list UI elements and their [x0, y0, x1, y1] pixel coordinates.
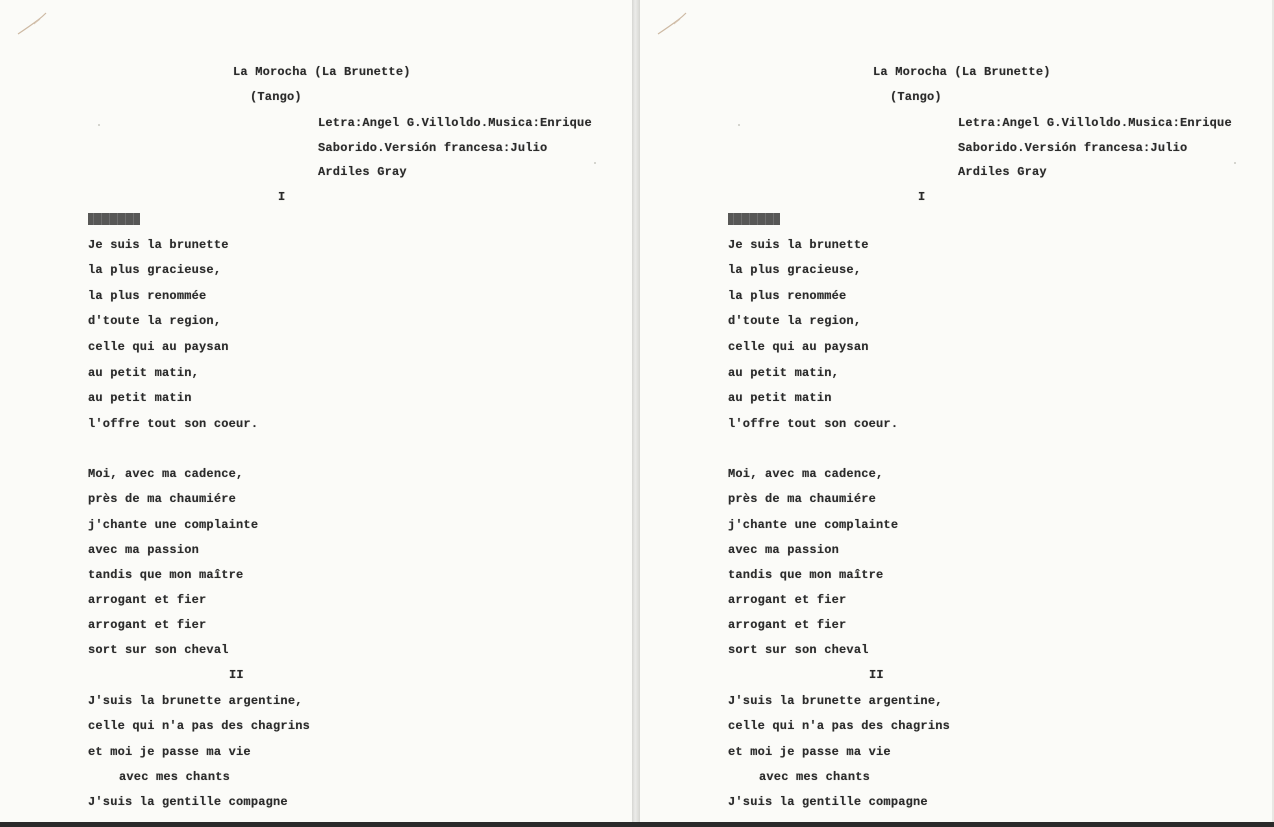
verse-line: arrogant et fier	[728, 618, 847, 632]
verse-line: celle qui n'a pas des chagrins	[728, 719, 951, 733]
struck-out-text	[728, 213, 780, 225]
section-number: I	[918, 190, 926, 204]
section-number: II	[229, 668, 244, 682]
credits-line: Saborido.Versión francesa:Julio	[318, 141, 548, 155]
paper-speck	[98, 124, 100, 126]
verse-line: Moi, avec ma cadence,	[728, 467, 884, 481]
section-number: I	[278, 190, 286, 204]
verse-line: tandis que mon maître	[728, 568, 884, 582]
verse-line: au petit matin	[88, 391, 192, 405]
verse-line: celle qui au paysan	[728, 340, 869, 354]
verse-line: d'toute la region,	[88, 314, 222, 328]
verse-line: Moi, avec ma cadence,	[88, 467, 244, 481]
verse-line: Je suis la brunette	[88, 238, 229, 252]
page-left	[0, 0, 632, 822]
verse-line: J'suis la gentille compagne	[728, 795, 928, 809]
page-right	[640, 0, 1272, 822]
verse-line: Je suis la brunette	[728, 238, 869, 252]
verse-line: l'offre tout son coeur.	[728, 417, 899, 431]
verse-line: sort sur son cheval	[728, 643, 869, 657]
verse-line: au petit matin,	[728, 366, 840, 380]
verse-line: arrogant et fier	[88, 618, 207, 632]
verse-line: la plus gracieuse,	[88, 263, 222, 277]
verse-line: au petit matin	[728, 391, 832, 405]
section-number: II	[869, 668, 884, 682]
verse-line: au petit matin,	[88, 366, 200, 380]
verse-line: la plus gracieuse,	[728, 263, 862, 277]
verse-line: j'chante une complainte	[728, 518, 899, 532]
verse-line: avec mes chants	[759, 770, 871, 784]
credits-line: Ardiles Gray	[958, 165, 1047, 179]
verse-line: avec ma passion	[728, 543, 840, 557]
pencil-mark-icon	[16, 10, 50, 36]
verse-line: la plus renommée	[728, 289, 847, 303]
verse-line: et moi je passe ma vie	[728, 745, 891, 759]
verse-line: celle qui n'a pas des chagrins	[88, 719, 311, 733]
verse-line: j'chante une complainte	[88, 518, 259, 532]
credits-line: Saborido.Versión francesa:Julio	[958, 141, 1188, 155]
song-genre: (Tango)	[250, 90, 302, 104]
paper-speck	[594, 162, 596, 164]
verse-line: d'toute la region,	[728, 314, 862, 328]
verse-line: celle qui au paysan	[88, 340, 229, 354]
verse-line: arrogant et fier	[728, 593, 847, 607]
page-gutter	[632, 0, 640, 827]
verse-line: J'suis la gentille compagne	[88, 795, 288, 809]
song-genre: (Tango)	[890, 90, 942, 104]
paper-speck	[1234, 162, 1236, 164]
song-title: La Morocha (La Brunette)	[233, 65, 411, 79]
verse-line: J'suis la brunette argentine,	[728, 694, 943, 708]
verse-line: la plus renommée	[88, 289, 207, 303]
verse-line: sort sur son cheval	[88, 643, 229, 657]
verse-line: près de ma chaumiére	[728, 492, 877, 506]
verse-line: avec ma passion	[88, 543, 200, 557]
song-title: La Morocha (La Brunette)	[873, 65, 1051, 79]
pencil-mark-icon	[656, 10, 690, 36]
credits-line: Letra:Angel G.Villoldo.Musica:Enrique	[318, 116, 592, 130]
verse-line: J'suis la brunette argentine,	[88, 694, 303, 708]
paper-speck	[738, 124, 740, 126]
verse-line: l'offre tout son coeur.	[88, 417, 259, 431]
verse-line: et moi je passe ma vie	[88, 745, 251, 759]
credits-line: Letra:Angel G.Villoldo.Musica:Enrique	[958, 116, 1232, 130]
struck-out-text	[88, 213, 140, 225]
verse-line: avec mes chants	[119, 770, 231, 784]
credits-line: Ardiles Gray	[318, 165, 407, 179]
verse-line: arrogant et fier	[88, 593, 207, 607]
verse-line: près de ma chaumiére	[88, 492, 237, 506]
scan-bottom-edge	[0, 822, 1274, 827]
verse-line: tandis que mon maître	[88, 568, 244, 582]
